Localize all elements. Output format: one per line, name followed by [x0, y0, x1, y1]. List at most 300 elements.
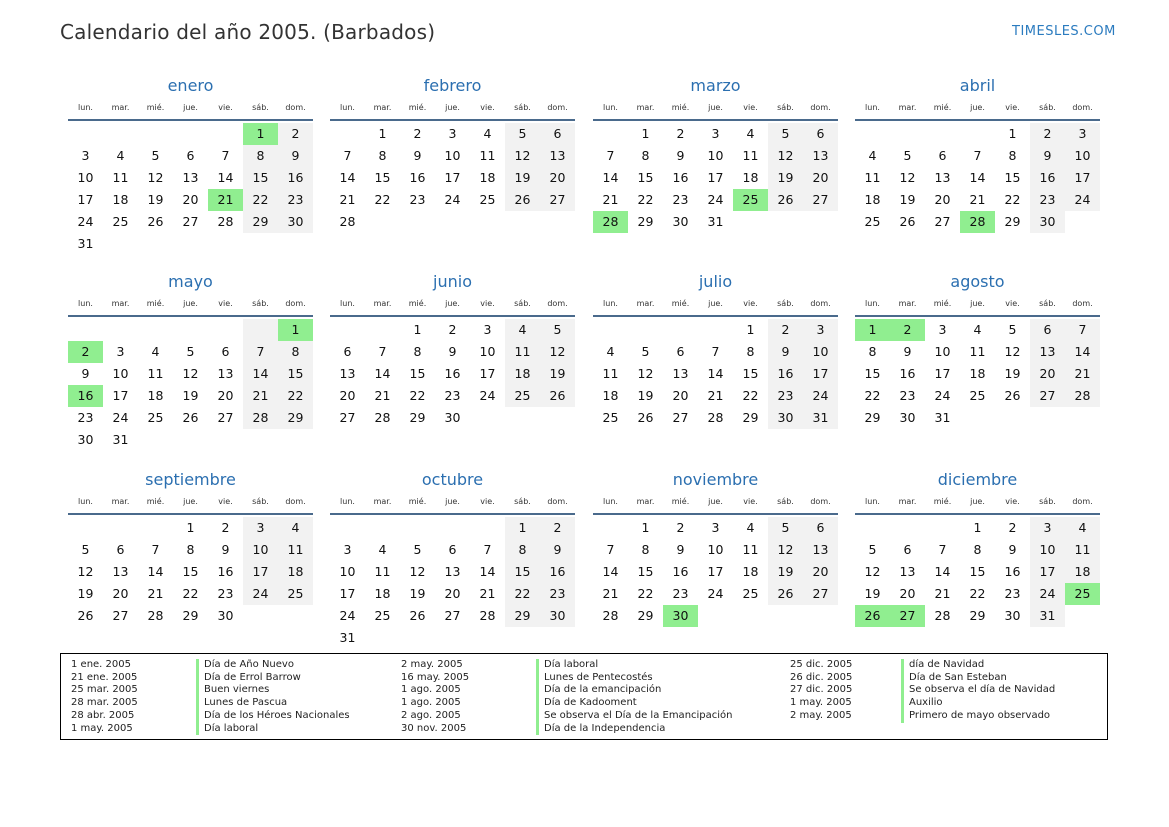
day-cell: 27	[672, 410, 689, 425]
weekday-label: lun.	[865, 497, 880, 506]
day-cell: 22	[374, 192, 391, 207]
day-cell: 6	[186, 148, 195, 163]
day-cell: 8	[973, 542, 982, 557]
weekday-label: lun.	[340, 299, 355, 308]
day-cell: 18	[147, 388, 164, 403]
holiday-day-cell: 28	[593, 211, 628, 233]
day-cell: 11	[505, 341, 540, 363]
day-cell: 1	[641, 520, 650, 535]
day-cell: 5	[768, 517, 803, 539]
day-cell: 17	[707, 564, 724, 579]
day-cell: 30	[672, 214, 689, 229]
day-cell: 11	[602, 366, 619, 381]
week-row	[593, 385, 838, 407]
day-cell: 23	[768, 385, 803, 407]
week-row	[68, 341, 313, 363]
empty-day-cell	[365, 211, 400, 233]
day-cell: 18	[742, 564, 759, 579]
day-cell: 11	[112, 170, 129, 185]
day-cell: 13	[672, 366, 689, 381]
weekday-label: mar.	[898, 103, 917, 112]
week-row	[855, 341, 1100, 363]
day-cell: 3	[1030, 517, 1065, 539]
day-cell: 27	[1030, 385, 1065, 407]
day-cell: 9	[768, 341, 803, 363]
empty-day-cell	[925, 123, 960, 145]
day-cell: 5	[151, 148, 160, 163]
day-cell: 3	[343, 542, 352, 557]
weekday-label: dom.	[285, 103, 306, 112]
day-cell: 6	[938, 148, 947, 163]
week-row	[593, 189, 838, 211]
holiday-date: 1 may. 2005	[790, 697, 852, 709]
empty-day-cell	[855, 517, 890, 539]
day-cell: 3	[243, 517, 278, 539]
day-cell: 20	[1030, 363, 1065, 385]
day-cell: 24	[444, 192, 461, 207]
week-row	[855, 407, 1100, 429]
weekday-label: lun.	[78, 497, 93, 506]
day-cell: 24	[1030, 583, 1065, 605]
holiday-day-cell: 1	[243, 123, 278, 145]
day-cell: 17	[934, 366, 951, 381]
empty-day-cell	[103, 319, 138, 341]
day-cell: 11	[278, 539, 313, 561]
weekday-label: dom.	[547, 103, 568, 112]
day-cell: 12	[899, 170, 916, 185]
empty-day-cell	[330, 123, 365, 145]
day-cell: 24	[707, 192, 724, 207]
empty-day-cell	[803, 605, 838, 627]
day-cell: 12	[409, 564, 426, 579]
week-row	[330, 211, 575, 233]
weekday-label: vie.	[480, 497, 495, 506]
holiday-day-cell: 30	[663, 605, 698, 627]
empty-day-cell	[890, 517, 925, 539]
week-row	[68, 123, 313, 145]
day-cell: 21	[479, 586, 496, 601]
day-cell: 2	[1030, 123, 1065, 145]
weekday-label: jue.	[183, 103, 198, 112]
day-cell: 25	[147, 410, 164, 425]
holiday-name: Día de Kadooment	[536, 697, 733, 710]
day-cell: 10	[1030, 539, 1065, 561]
weekday-label: mar.	[636, 299, 655, 308]
holiday-name: Primero de mayo observado	[901, 710, 1055, 723]
holiday-date: 1 ago. 2005	[401, 684, 461, 696]
weekday-label: lun.	[340, 497, 355, 506]
day-cell: 16	[899, 366, 916, 381]
day-cell: 26	[409, 608, 426, 623]
holiday-day-cell: 21	[208, 189, 243, 211]
week-row	[330, 561, 575, 583]
empty-day-cell	[628, 319, 663, 341]
weekday-label: sáb.	[1039, 497, 1056, 506]
holiday-name: Día de Errol Barrow	[196, 672, 350, 685]
month-name: marzo	[690, 76, 741, 95]
day-cell: 8	[746, 344, 755, 359]
day-cell: 3	[483, 322, 492, 337]
day-cell: 6	[448, 542, 457, 557]
day-cell: 29	[637, 608, 654, 623]
day-cell: 9	[448, 344, 457, 359]
day-cell: 12	[182, 366, 199, 381]
day-cell: 23	[217, 586, 234, 601]
day-cell: 15	[637, 564, 654, 579]
day-cell: 17	[339, 586, 356, 601]
day-cell: 14	[602, 170, 619, 185]
day-cell: 1	[973, 520, 982, 535]
day-cell: 24	[112, 410, 129, 425]
week-row	[593, 561, 838, 583]
weekday-label: mar.	[111, 497, 130, 506]
day-cell: 29	[278, 407, 313, 429]
week-row	[68, 189, 313, 211]
empty-day-cell	[400, 211, 435, 233]
day-cell: 19	[899, 192, 916, 207]
day-cell: 22	[409, 388, 426, 403]
week-row	[593, 167, 838, 189]
holiday-day-cell: 25	[1065, 583, 1100, 605]
day-cell: 16	[409, 170, 426, 185]
holiday-name: Se observa el Día de la Emancipación	[536, 710, 733, 723]
day-cell: 30	[768, 407, 803, 429]
weekday-header	[855, 491, 1100, 515]
day-cell: 3	[1065, 123, 1100, 145]
holiday-date: 26 dic. 2005	[790, 671, 853, 683]
day-cell: 4	[746, 520, 755, 535]
holiday-legend	[60, 653, 1108, 740]
holiday-day-cell: 1	[278, 319, 313, 341]
weekday-label: lun.	[603, 103, 618, 112]
empty-day-cell	[1065, 605, 1100, 627]
day-cell: 15	[409, 366, 426, 381]
day-cell: 18	[278, 561, 313, 583]
day-cell: 16	[540, 561, 575, 583]
weekday-label: sáb.	[777, 299, 794, 308]
page-title: Calendario del año 2005. (Barbados)	[60, 20, 436, 44]
day-cell: 11	[147, 366, 164, 381]
day-cell: 19	[768, 561, 803, 583]
empty-day-cell	[138, 233, 173, 255]
holiday-date: 28 abr. 2005	[71, 709, 135, 721]
month-julio	[593, 271, 838, 429]
day-cell: 5	[505, 123, 540, 145]
month-name: agosto	[950, 272, 1005, 291]
day-cell: 5	[81, 542, 90, 557]
day-cell: 29	[969, 608, 986, 623]
week-row	[330, 605, 575, 627]
weekday-label: lun.	[78, 103, 93, 112]
empty-day-cell	[208, 429, 243, 451]
week-row	[855, 605, 1100, 627]
empty-day-cell	[278, 429, 313, 451]
empty-day-cell	[208, 319, 243, 341]
empty-day-cell	[663, 319, 698, 341]
day-cell: 3	[803, 319, 838, 341]
month-mayo	[68, 271, 313, 451]
month-octubre	[330, 469, 575, 649]
weekday-label: lun.	[865, 299, 880, 308]
day-cell: 21	[374, 388, 391, 403]
day-cell: 19	[540, 363, 575, 385]
day-cell: 9	[278, 145, 313, 167]
day-cell: 1	[378, 126, 387, 141]
weekday-label: sáb.	[252, 497, 269, 506]
day-cell: 1	[413, 322, 422, 337]
week-row	[855, 517, 1100, 539]
day-cell: 5	[768, 123, 803, 145]
weekday-label: jue.	[970, 299, 985, 308]
weekday-label: vie.	[1005, 103, 1020, 112]
day-cell: 22	[864, 388, 881, 403]
day-cell: 7	[243, 341, 278, 363]
empty-day-cell	[505, 407, 540, 429]
weekday-label: dom.	[547, 299, 568, 308]
holiday-date: 2 may. 2005	[401, 659, 463, 670]
weekday-label: vie.	[480, 103, 495, 112]
weekday-label: vie.	[218, 497, 233, 506]
day-cell: 21	[602, 192, 619, 207]
day-cell: 28	[707, 410, 724, 425]
day-cell: 4	[151, 344, 160, 359]
day-cell: 31	[77, 236, 94, 251]
weekday-header	[855, 293, 1100, 317]
empty-day-cell	[243, 605, 278, 627]
weekday-label: dom.	[810, 497, 831, 506]
weekday-label: mié.	[408, 299, 427, 308]
day-cell: 28	[217, 214, 234, 229]
holiday-date: 1 ene. 2005	[71, 659, 131, 670]
day-cell: 5	[903, 148, 912, 163]
day-cell: 1	[746, 322, 755, 337]
empty-day-cell	[470, 211, 505, 233]
day-cell: 18	[742, 170, 759, 185]
day-cell: 25	[742, 586, 759, 601]
month-septiembre	[68, 469, 313, 627]
weekday-label: jue.	[183, 497, 198, 506]
day-cell: 26	[182, 410, 199, 425]
day-cell: 22	[505, 583, 540, 605]
holiday-date: 2 may. 2005	[790, 709, 852, 721]
day-cell: 25	[278, 583, 313, 605]
empty-day-cell	[138, 429, 173, 451]
day-cell: 16	[278, 167, 313, 189]
weekday-label: mar.	[111, 299, 130, 308]
holiday-day-cell: 27	[890, 605, 925, 627]
day-cell: 30	[444, 410, 461, 425]
day-cell: 18	[602, 388, 619, 403]
day-cell: 21	[243, 385, 278, 407]
day-cell: 6	[116, 542, 125, 557]
weekday-label: mié.	[671, 299, 690, 308]
day-cell: 31	[934, 410, 951, 425]
day-cell: 5	[641, 344, 650, 359]
empty-day-cell	[995, 407, 1030, 429]
day-cell: 13	[217, 366, 234, 381]
week-row	[330, 627, 575, 649]
day-cell: 14	[602, 564, 619, 579]
day-cell: 30	[540, 605, 575, 627]
weekday-label: jue.	[445, 497, 460, 506]
month-marzo	[593, 75, 838, 233]
weekday-label: jue.	[183, 299, 198, 308]
holiday-dates-column	[790, 659, 852, 723]
day-cell: 19	[409, 586, 426, 601]
day-cell: 26	[899, 214, 916, 229]
day-cell: 2	[413, 126, 422, 141]
day-cell: 26	[505, 189, 540, 211]
day-cell: 14	[243, 363, 278, 385]
day-cell: 8	[378, 148, 387, 163]
empty-day-cell	[803, 211, 838, 233]
weekday-header	[593, 491, 838, 515]
day-cell: 16	[768, 363, 803, 385]
day-cell: 19	[637, 388, 654, 403]
month-enero	[68, 75, 313, 255]
empty-day-cell	[243, 233, 278, 255]
day-cell: 5	[540, 319, 575, 341]
weekday-label: mar.	[898, 299, 917, 308]
holiday-name: Día laboral	[196, 723, 350, 736]
day-cell: 13	[803, 145, 838, 167]
holiday-date: 1 ago. 2005	[401, 697, 461, 709]
day-cell: 26	[768, 583, 803, 605]
empty-day-cell	[1030, 407, 1065, 429]
holiday-day-cell: 2	[68, 341, 103, 363]
empty-day-cell	[68, 319, 103, 341]
weekday-label: vie.	[218, 299, 233, 308]
day-cell: 6	[1030, 319, 1065, 341]
empty-day-cell	[540, 627, 575, 649]
holiday-date: 2 ago. 2005	[401, 709, 461, 721]
month-abril	[855, 75, 1100, 233]
day-cell: 27	[803, 189, 838, 211]
day-cell: 28	[147, 608, 164, 623]
empty-day-cell	[278, 605, 313, 627]
day-cell: 17	[1030, 561, 1065, 583]
day-cell: 15	[742, 366, 759, 381]
day-cell: 25	[969, 388, 986, 403]
weekday-label: vie.	[743, 497, 758, 506]
day-cell: 10	[479, 344, 496, 359]
month-name: junio	[433, 272, 472, 291]
brand-link[interactable]: TIMESLES.COM	[1012, 24, 1116, 39]
empty-day-cell	[103, 123, 138, 145]
weekday-label: jue.	[708, 299, 723, 308]
day-cell: 27	[182, 214, 199, 229]
day-cell: 9	[221, 542, 230, 557]
empty-day-cell	[890, 123, 925, 145]
day-cell: 13	[1030, 341, 1065, 363]
weekday-label: lun.	[340, 103, 355, 112]
day-cell: 25	[479, 192, 496, 207]
weekday-label: lun.	[865, 103, 880, 112]
empty-day-cell	[208, 123, 243, 145]
month-name: septiembre	[145, 470, 236, 489]
empty-day-cell	[68, 517, 103, 539]
day-cell: 26	[147, 214, 164, 229]
week-row	[68, 561, 313, 583]
day-cell: 4	[483, 126, 492, 141]
day-cell: 19	[768, 167, 803, 189]
holiday-name: Se observa el día de Navidad	[901, 684, 1055, 697]
day-cell: 31	[803, 407, 838, 429]
day-cell: 14	[479, 564, 496, 579]
weekday-label: jue.	[708, 497, 723, 506]
day-cell: 30	[899, 410, 916, 425]
empty-day-cell	[1065, 407, 1100, 429]
empty-day-cell	[208, 233, 243, 255]
month-name: diciembre	[937, 470, 1018, 489]
day-cell: 8	[186, 542, 195, 557]
week-row	[68, 211, 313, 233]
week-row	[68, 583, 313, 605]
week-row	[855, 561, 1100, 583]
holiday-name: Día de San Esteban	[901, 672, 1055, 685]
day-cell: 6	[803, 517, 838, 539]
holiday-date: 28 mar. 2005	[71, 697, 138, 709]
day-cell: 9	[1030, 145, 1065, 167]
day-cell: 22	[742, 388, 759, 403]
month-name: julio	[698, 272, 733, 291]
day-cell: 24	[77, 214, 94, 229]
day-cell: 11	[479, 148, 496, 163]
weekday-label: sáb.	[1039, 103, 1056, 112]
week-row	[330, 167, 575, 189]
weekday-label: mar.	[373, 299, 392, 308]
month-name: mayo	[168, 272, 213, 291]
day-cell: 12	[147, 170, 164, 185]
day-cell: 18	[1065, 561, 1100, 583]
weekday-label: lun.	[603, 497, 618, 506]
empty-day-cell	[435, 211, 470, 233]
empty-day-cell	[768, 605, 803, 627]
weekday-label: vie.	[218, 103, 233, 112]
empty-day-cell	[243, 319, 278, 341]
week-row	[68, 539, 313, 561]
empty-day-cell	[540, 407, 575, 429]
weekday-label: mar.	[898, 497, 917, 506]
month-febrero	[330, 75, 575, 233]
empty-day-cell	[470, 407, 505, 429]
holiday-name: Día de la Independencia	[536, 723, 733, 736]
week-row	[855, 167, 1100, 189]
day-cell: 12	[864, 564, 881, 579]
day-cell: 17	[444, 170, 461, 185]
weekday-label: sáb.	[252, 103, 269, 112]
day-cell: 5	[868, 542, 877, 557]
week-row	[593, 363, 838, 385]
day-cell: 11	[864, 170, 881, 185]
day-cell: 25	[864, 214, 881, 229]
week-row	[330, 319, 575, 341]
day-cell: 4	[868, 148, 877, 163]
day-cell: 19	[505, 167, 540, 189]
month-diciembre	[855, 469, 1100, 627]
day-cell: 23	[1004, 586, 1021, 601]
day-cell: 1	[641, 126, 650, 141]
week-row	[593, 145, 838, 167]
day-cell: 4	[746, 126, 755, 141]
weekday-label: dom.	[1072, 497, 1093, 506]
day-cell: 23	[444, 388, 461, 403]
day-cell: 7	[151, 542, 160, 557]
holiday-name: Lunes de Pentecostés	[536, 672, 733, 685]
day-cell: 29	[409, 410, 426, 425]
weekday-label: dom.	[285, 299, 306, 308]
empty-day-cell	[698, 605, 733, 627]
